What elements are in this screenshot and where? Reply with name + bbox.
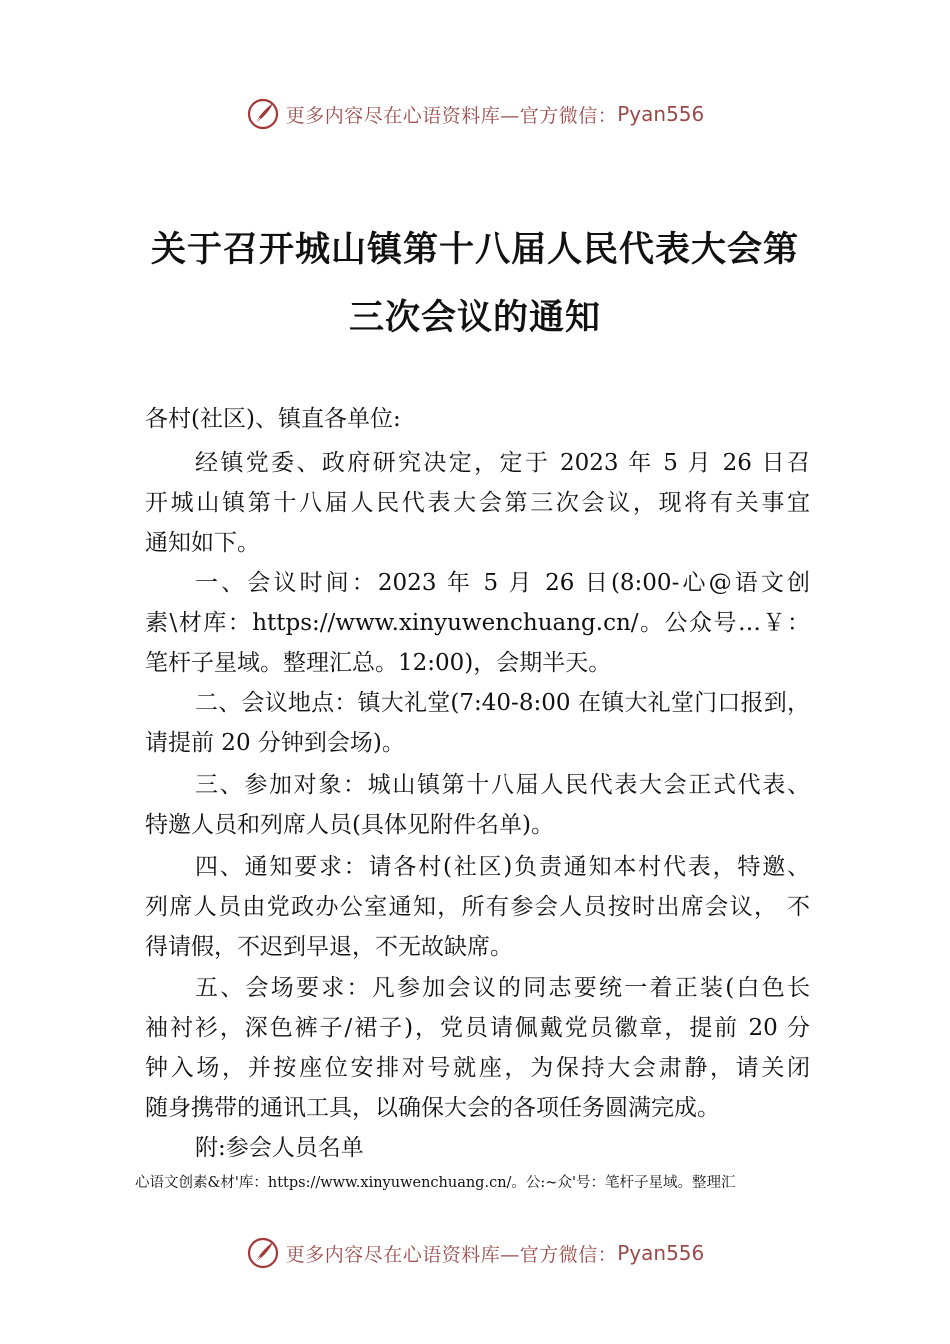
footer-watermark-note: 心语文创素&材'库：https://www.xinyuwenchuang.cn/。公:~众'号：笔杆子星域。整理汇	[135, 1175, 736, 1191]
body-line: 列席人员由党政办公室通知，所有参会人员按时出席会议， 不	[145, 894, 810, 920]
document-title-line-2: 三次会议的通知	[348, 297, 601, 338]
body-line: 五、会场要求：凡参加会议的同志要统一着正装(白色长	[195, 975, 810, 1001]
banner-text: 更多内容尽在心语资料库—官方微信：	[285, 1243, 618, 1266]
body-line: 三、参加对象：城山镇第十八届人民代表大会正式代表、	[195, 772, 810, 798]
banner-wechat-id: Pyan556	[617, 102, 705, 126]
body-line: 得请假，不迟到早退，不无故缺席。	[145, 934, 513, 960]
body-line: 一、会议时间：2023 年 5 月 26 日(8:00-心@语文创	[195, 570, 810, 596]
body-line: 通知如下。	[145, 530, 260, 556]
body-line: 二、会议地点：镇大礼堂(7:40-8:00 在镇大礼堂门口报到，	[195, 690, 810, 716]
quill-pen-logo-icon	[246, 1236, 280, 1270]
body-line: 四、通知要求：请各村(社区)负责通知本村代表，特邀、	[195, 854, 810, 880]
body-line: 素\材库：https://www.xinyuwenchuang.cn/。公众号…￥：	[145, 610, 810, 636]
body-line: 请提前 20 分钟到会场)。	[145, 730, 405, 756]
attachment-line: 附:参会人员名单	[195, 1135, 364, 1161]
quill-pen-logo-icon	[246, 97, 280, 131]
body-line: 随身携带的通讯工具，以确保大会的各项任务圆满完成。	[145, 1095, 720, 1121]
body-line: 开城山镇第十八届人民代表大会第三次会议，现将有关事宜	[145, 490, 810, 516]
body-line: 钟入场，并按座位安排对号就座，为保持大会肃静，请关闭	[145, 1055, 810, 1081]
body-line: 袖衬衫，深色裤子/裙子)，党员请佩戴党员徽章，提前 20 分	[145, 1015, 810, 1041]
body-line: 笔杆子星域。整理汇总。12:00)，会期半天。	[145, 650, 612, 676]
banner-text: 更多内容尽在心语资料库—官方微信：	[285, 104, 618, 127]
salutation: 各村(社区)、镇直各单位:	[145, 406, 401, 432]
banner-wechat-id: Pyan556	[617, 1241, 705, 1265]
body-line: 经镇党委、政府研究决定，定于 2023 年 5 月 26 日召	[195, 450, 810, 476]
bottom-watermark-banner	[0, 1233, 950, 1273]
body-line: 特邀人员和列席人员(具体见附件名单)。	[145, 812, 554, 838]
top-watermark-banner	[0, 94, 950, 134]
document-title-line-1: 关于召开城山镇第十八届人民代表大会第	[150, 229, 799, 270]
